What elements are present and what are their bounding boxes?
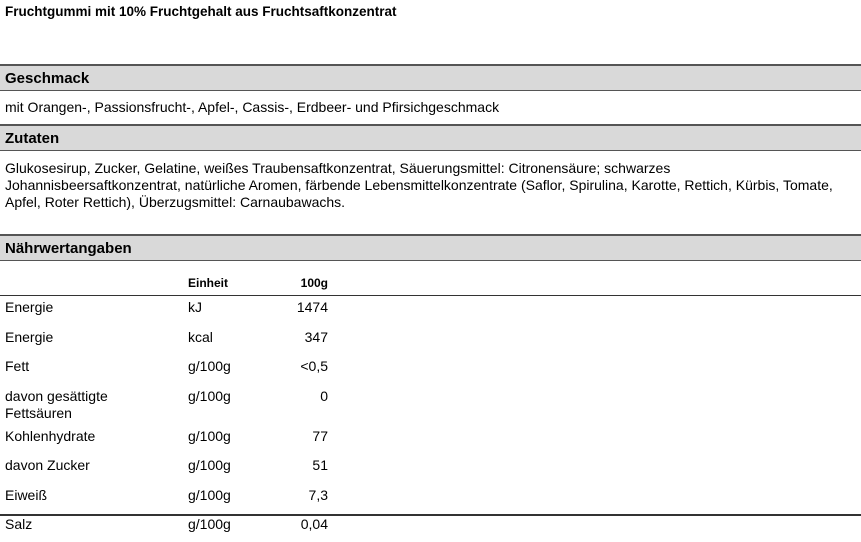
nutrient-name: Fett — [5, 358, 30, 374]
nutrient-value: 1474 — [296, 299, 328, 315]
table-bottom-divider — [0, 514, 861, 516]
column-header-unit: Einheit — [188, 276, 229, 290]
nutrient-name: davon Zucker — [5, 457, 90, 473]
section-heading-naehrwerte: Nährwertangaben — [5, 240, 132, 257]
table-row — [0, 424, 328, 454]
table-row — [0, 325, 328, 355]
table-row — [0, 354, 328, 384]
nutrient-unit: g/100g — [188, 358, 231, 374]
section-header-geschmack — [0, 64, 861, 91]
nutrient-name: davon gesättigte Fettsäuren — [5, 387, 108, 421]
table-header-divider — [0, 295, 861, 296]
nutrient-unit: kJ — [188, 299, 202, 315]
table-row — [0, 483, 328, 513]
nutrient-unit: g/100g — [188, 516, 231, 532]
nutrition-table-header — [0, 271, 328, 295]
nutrient-value: 347 — [304, 328, 328, 345]
nutrient-unit: kcal — [188, 328, 213, 345]
zutaten-text: Glukosesirup, Zucker, Gelatine, weißes Traubensaftkonzentrat, Säuerungsmittel: Citronensäure; schwarzes Johannisbeersaftkonzentrat, natürliche Aromen, färbende Lebensmittelkonzentrate (Saflor, Spirulina, Karotte, Rettich, Kürbis, Tomate, Apfel, Roter Rettich), Überzugsmittel: Carnaubawachs. — [5, 160, 833, 210]
section-header-zutaten — [0, 124, 861, 151]
nutrient-name: Eiweiß — [5, 486, 48, 503]
table-row — [0, 512, 328, 542]
nutrient-value: 0 — [320, 387, 328, 404]
nutrient-value: 77 — [312, 427, 328, 444]
section-heading-zutaten: Zutaten — [5, 130, 60, 147]
section-heading-geschmack: Geschmack — [5, 70, 90, 87]
nutrient-name: Energie — [5, 299, 54, 315]
nutrient-unit: g/100g — [188, 486, 231, 503]
nutrient-name: Energie — [5, 328, 54, 345]
nutrient-unit: g/100g — [188, 427, 231, 444]
geschmack-text: mit Orangen-, Passionsfrucht-, Apfel-, Cassis-, Erdbeer- und Pfirsichgeschmack — [5, 99, 500, 115]
nutrient-value: <0,5 — [300, 358, 328, 374]
nutrient-value: 51 — [312, 457, 328, 473]
section-header-naehrwerte — [0, 234, 861, 261]
nutrient-value: 7,3 — [308, 486, 328, 503]
nutrient-name: Kohlenhydrate — [5, 427, 96, 444]
column-header-name — [0, 271, 185, 295]
product-title: Fruchtgummi mit 10% Fruchtgehalt aus Fruchtsaftkonzentrat — [5, 4, 397, 19]
column-header-value: 100g — [300, 276, 328, 290]
nutrient-value: 0,04 — [300, 516, 328, 532]
nutrient-name: Salz — [5, 516, 33, 532]
nutrition-table — [0, 271, 328, 542]
nutrient-unit: g/100g — [188, 387, 231, 404]
nutrient-unit: g/100g — [188, 457, 231, 473]
table-row — [0, 453, 328, 483]
table-row — [0, 384, 328, 424]
table-row — [0, 295, 328, 325]
